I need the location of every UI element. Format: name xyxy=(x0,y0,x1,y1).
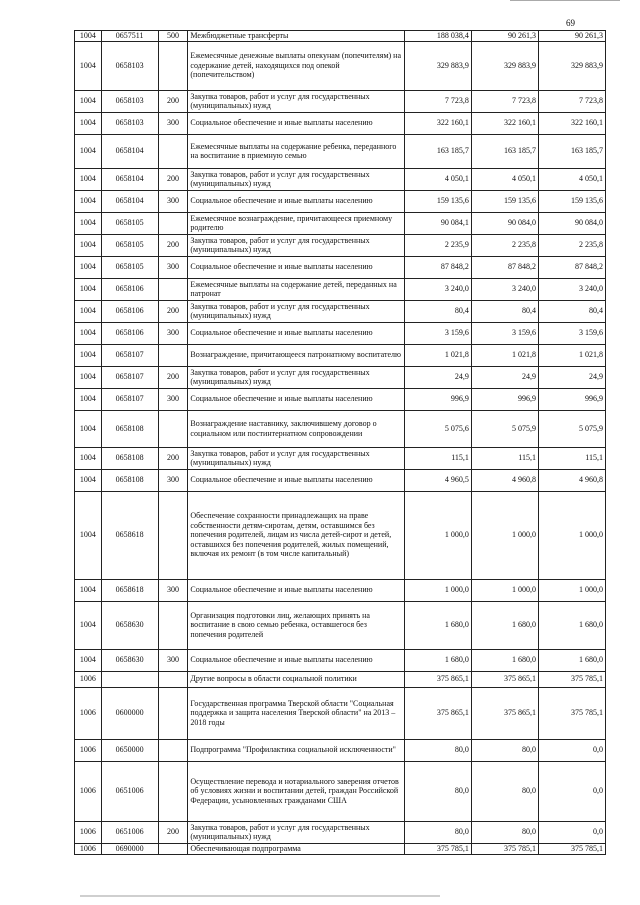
cell-name: Социальное обеспечение и иные выплаты населению xyxy=(188,469,405,491)
cell-name: Ежемесячные денежные выплаты опекунам (попечителям) на содержание детей, находящихся под опекой (попечительством) xyxy=(188,41,405,90)
cell-amount-year3: 87 848,2 xyxy=(538,256,605,278)
cell-article: 0658104 xyxy=(101,134,158,168)
cell-expense-type: 300 xyxy=(158,649,188,671)
cell-expense-type xyxy=(158,344,188,366)
cell-amount-year3: 1 680,0 xyxy=(538,649,605,671)
cell-amount-year3: 5 075,9 xyxy=(538,410,605,447)
cell-amount-year3: 1 000,0 xyxy=(538,579,605,601)
cell-amount-year1: 1 000,0 xyxy=(404,579,471,601)
cell-expense-type: 200 xyxy=(158,447,188,469)
cell-section: 1004 xyxy=(75,212,102,234)
cell-article: 0651006 xyxy=(101,821,158,843)
cell-name: Социальное обеспечение и иные выплаты населению xyxy=(188,190,405,212)
cell-section: 1004 xyxy=(75,322,102,344)
cell-article: 0658105 xyxy=(101,212,158,234)
cell-article: 0650000 xyxy=(101,739,158,761)
cell-amount-year1: 375 865,1 xyxy=(404,671,471,687)
cell-amount-year2: 3 240,0 xyxy=(471,278,538,300)
cell-name: Другие вопросы в области социальной политики xyxy=(188,671,405,687)
cell-expense-type: 300 xyxy=(158,388,188,410)
cell-amount-year2: 4 050,1 xyxy=(471,168,538,190)
cell-section: 1004 xyxy=(75,579,102,601)
cell-expense-type xyxy=(158,41,188,90)
table-row xyxy=(75,687,606,739)
cell-section: 1006 xyxy=(75,687,102,739)
cell-amount-year2: 1 021,8 xyxy=(471,344,538,366)
cell-amount-year3: 1 021,8 xyxy=(538,344,605,366)
table-row xyxy=(75,447,606,469)
page-number: 69 xyxy=(566,18,575,28)
table-row xyxy=(75,491,606,579)
cell-article: 0658618 xyxy=(101,491,158,579)
cell-section: 1004 xyxy=(75,256,102,278)
cell-article: 0651006 xyxy=(101,761,158,821)
cell-amount-year2: 1 680,0 xyxy=(471,649,538,671)
cell-amount-year1: 188 038,4 xyxy=(404,31,471,42)
cell-section: 1004 xyxy=(75,601,102,649)
cell-amount-year3: 2 235,8 xyxy=(538,234,605,256)
cell-amount-year2: 4 960,8 xyxy=(471,469,538,491)
footer-path-smudge xyxy=(80,894,440,898)
table-row xyxy=(75,410,606,447)
cell-amount-year1: 1 000,0 xyxy=(404,491,471,579)
cell-expense-type xyxy=(158,278,188,300)
cell-amount-year1: 375 785,1 xyxy=(404,843,471,854)
cell-expense-type xyxy=(158,212,188,234)
cell-name: Закупка товаров, работ и услуг для государственных (муниципальных) нужд xyxy=(188,821,405,843)
cell-amount-year2: 80,0 xyxy=(471,739,538,761)
cell-expense-type: 300 xyxy=(158,112,188,134)
cell-name: Ежемесячные выплаты на содержание детей, переданных на патронат xyxy=(188,278,405,300)
cell-amount-year3: 159 135,6 xyxy=(538,190,605,212)
cell-amount-year2: 375 865,1 xyxy=(471,687,538,739)
cell-amount-year2: 996,9 xyxy=(471,388,538,410)
table-row xyxy=(75,168,606,190)
cell-amount-year2: 24,9 xyxy=(471,366,538,388)
cell-name: Социальное обеспечение и иные выплаты населению xyxy=(188,112,405,134)
cell-article: 0658104 xyxy=(101,168,158,190)
cell-section: 1004 xyxy=(75,190,102,212)
cell-section: 1004 xyxy=(75,491,102,579)
cell-amount-year1: 4 050,1 xyxy=(404,168,471,190)
cell-name: Государственная программа Тверской области "Социальная поддержка и защита населения Тверской области" на 2013 – 2018 годы xyxy=(188,687,405,739)
cell-name: Обеспечение сохранности принадлежащих на праве собственности детям-сиротам, детям, оставшимся без попечения родителей, лицам из числа детей-сирот и детей, оставшихся без попечения родителей, жилых помещений, включая их ремонт (в том числе капитальный) xyxy=(188,491,405,579)
cell-section: 1004 xyxy=(75,112,102,134)
table-row xyxy=(75,821,606,843)
cell-amount-year1: 24,9 xyxy=(404,366,471,388)
table-row xyxy=(75,649,606,671)
table-row xyxy=(75,579,606,601)
cell-amount-year3: 375 785,1 xyxy=(538,843,605,854)
cell-section: 1004 xyxy=(75,447,102,469)
cell-amount-year2: 80,4 xyxy=(471,300,538,322)
cell-amount-year2: 329 883,9 xyxy=(471,41,538,90)
cell-amount-year1: 1 021,8 xyxy=(404,344,471,366)
cell-amount-year2: 5 075,9 xyxy=(471,410,538,447)
cell-name: Организация подготовки лиц, желающих принять на воспитание в свою семью ребенка, оставшегося без попечения родителей xyxy=(188,601,405,649)
cell-article: 0658108 xyxy=(101,410,158,447)
cell-expense-type: 300 xyxy=(158,190,188,212)
cell-section: 1006 xyxy=(75,761,102,821)
cell-amount-year3: 80,4 xyxy=(538,300,605,322)
cell-article: 0658107 xyxy=(101,344,158,366)
cell-expense-type xyxy=(158,601,188,649)
table-row xyxy=(75,344,606,366)
cell-amount-year3: 322 160,1 xyxy=(538,112,605,134)
cell-amount-year2: 159 135,6 xyxy=(471,190,538,212)
cell-amount-year3: 7 723,8 xyxy=(538,90,605,112)
cell-amount-year2: 7 723,8 xyxy=(471,90,538,112)
cell-article: 0658103 xyxy=(101,90,158,112)
cell-amount-year2: 115,1 xyxy=(471,447,538,469)
cell-amount-year2: 80,0 xyxy=(471,821,538,843)
cell-article: 0658630 xyxy=(101,649,158,671)
cell-article: 0658105 xyxy=(101,234,158,256)
cell-section: 1004 xyxy=(75,344,102,366)
footer-file-path xyxy=(80,894,440,900)
table-row xyxy=(75,190,606,212)
cell-name: Закупка товаров, работ и услуг для государственных (муниципальных) нужд xyxy=(188,90,405,112)
cell-name: Социальное обеспечение и иные выплаты населению xyxy=(188,388,405,410)
cell-amount-year2: 163 185,7 xyxy=(471,134,538,168)
cell-section: 1004 xyxy=(75,41,102,90)
cell-amount-year3: 115,1 xyxy=(538,447,605,469)
cell-expense-type: 500 xyxy=(158,31,188,42)
cell-expense-type: 200 xyxy=(158,234,188,256)
budget-table-body xyxy=(75,31,606,855)
cell-amount-year2: 80,0 xyxy=(471,761,538,821)
cell-amount-year3: 375 785,1 xyxy=(538,671,605,687)
cell-amount-year1: 87 848,2 xyxy=(404,256,471,278)
table-row xyxy=(75,469,606,491)
cell-amount-year1: 80,0 xyxy=(404,761,471,821)
table-row xyxy=(75,388,606,410)
cell-name: Социальное обеспечение и иные выплаты населению xyxy=(188,322,405,344)
cell-expense-type xyxy=(158,687,188,739)
cell-amount-year1: 115,1 xyxy=(404,447,471,469)
cell-expense-type: 200 xyxy=(158,821,188,843)
cell-name: Вознаграждение наставнику, заключившему договор о социальном или постинтернатном сопровождении xyxy=(188,410,405,447)
table-row xyxy=(75,212,606,234)
cell-amount-year1: 80,4 xyxy=(404,300,471,322)
table-row xyxy=(75,739,606,761)
cell-expense-type: 200 xyxy=(158,90,188,112)
cell-article: 0658104 xyxy=(101,190,158,212)
cell-amount-year1: 80,0 xyxy=(404,739,471,761)
cell-amount-year1: 1 680,0 xyxy=(404,601,471,649)
cell-amount-year3: 3 159,6 xyxy=(538,322,605,344)
cell-section: 1004 xyxy=(75,234,102,256)
cell-name: Осуществление перевода и нотариального заверения отчетов об условиях жизни и воспитании детей, граждан Российской Федерации, усыновленных гражданами США xyxy=(188,761,405,821)
cell-amount-year1: 2 235,9 xyxy=(404,234,471,256)
cell-amount-year1: 1 680,0 xyxy=(404,649,471,671)
cell-amount-year1: 4 960,5 xyxy=(404,469,471,491)
table-row xyxy=(75,31,606,42)
cell-section: 1004 xyxy=(75,388,102,410)
scan-top-edge-line xyxy=(510,0,620,3)
cell-amount-year2: 1 000,0 xyxy=(471,491,538,579)
cell-section: 1004 xyxy=(75,134,102,168)
cell-amount-year3: 0,0 xyxy=(538,761,605,821)
cell-name: Закупка товаров, работ и услуг для государственных (муниципальных) нужд xyxy=(188,234,405,256)
cell-amount-year3: 996,9 xyxy=(538,388,605,410)
cell-amount-year3: 0,0 xyxy=(538,739,605,761)
cell-amount-year2: 1 000,0 xyxy=(471,579,538,601)
table-row xyxy=(75,134,606,168)
cell-amount-year1: 80,0 xyxy=(404,821,471,843)
cell-amount-year3: 24,9 xyxy=(538,366,605,388)
cell-expense-type xyxy=(158,134,188,168)
table-row xyxy=(75,322,606,344)
table-row xyxy=(75,278,606,300)
table-row xyxy=(75,671,606,687)
cell-article: 0658103 xyxy=(101,112,158,134)
cell-amount-year2: 375 865,1 xyxy=(471,671,538,687)
table-row xyxy=(75,256,606,278)
cell-amount-year1: 90 084,1 xyxy=(404,212,471,234)
cell-section: 1004 xyxy=(75,90,102,112)
cell-amount-year1: 3 159,6 xyxy=(404,322,471,344)
table-row xyxy=(75,112,606,134)
table-row xyxy=(75,41,606,90)
cell-name: Ежемесячное вознаграждение, причитающееся приемному родителю xyxy=(188,212,405,234)
cell-section: 1006 xyxy=(75,821,102,843)
cell-name: Закупка товаров, работ и услуг для государственных (муниципальных) нужд xyxy=(188,366,405,388)
cell-expense-type: 200 xyxy=(158,300,188,322)
cell-amount-year2: 322 160,1 xyxy=(471,112,538,134)
cell-amount-year1: 329 883,9 xyxy=(404,41,471,90)
cell-name: Социальное обеспечение и иные выплаты населению xyxy=(188,649,405,671)
table-row xyxy=(75,234,606,256)
cell-amount-year2: 2 235,8 xyxy=(471,234,538,256)
cell-article: 0658106 xyxy=(101,322,158,344)
table-row xyxy=(75,366,606,388)
cell-amount-year1: 322 160,1 xyxy=(404,112,471,134)
cell-amount-year1: 7 723,8 xyxy=(404,90,471,112)
cell-section: 1004 xyxy=(75,366,102,388)
budget-table xyxy=(74,30,606,855)
cell-amount-year3: 4 960,8 xyxy=(538,469,605,491)
cell-name: Ежемесячные выплаты на содержание ребенка, переданного на воспитание в приемную семью xyxy=(188,134,405,168)
cell-name: Межбюджетные трансферты xyxy=(188,31,405,42)
cell-expense-type xyxy=(158,761,188,821)
cell-expense-type xyxy=(158,671,188,687)
cell-article: 0658107 xyxy=(101,366,158,388)
table-row xyxy=(75,761,606,821)
cell-expense-type: 300 xyxy=(158,256,188,278)
cell-expense-type xyxy=(158,843,188,854)
cell-section: 1004 xyxy=(75,649,102,671)
cell-amount-year1: 3 240,0 xyxy=(404,278,471,300)
cell-amount-year3: 90 261,3 xyxy=(538,31,605,42)
cell-amount-year2: 87 848,2 xyxy=(471,256,538,278)
cell-amount-year2: 3 159,6 xyxy=(471,322,538,344)
cell-amount-year2: 1 680,0 xyxy=(471,601,538,649)
cell-article xyxy=(101,671,158,687)
cell-amount-year3: 1 000,0 xyxy=(538,491,605,579)
cell-amount-year1: 163 185,7 xyxy=(404,134,471,168)
table-row xyxy=(75,90,606,112)
cell-article: 0600000 xyxy=(101,687,158,739)
cell-expense-type xyxy=(158,410,188,447)
cell-article: 0658105 xyxy=(101,256,158,278)
cell-name: Обеспечивающая подпрограмма xyxy=(188,843,405,854)
table-row xyxy=(75,300,606,322)
table-row xyxy=(75,601,606,649)
cell-article: 0658106 xyxy=(101,300,158,322)
cell-amount-year1: 159 135,6 xyxy=(404,190,471,212)
cell-name: Вознаграждение, причитающееся патронатному воспитателю xyxy=(188,344,405,366)
cell-article: 0658107 xyxy=(101,388,158,410)
cell-expense-type: 300 xyxy=(158,469,188,491)
cell-expense-type xyxy=(158,739,188,761)
cell-section: 1006 xyxy=(75,843,102,854)
cell-amount-year3: 0,0 xyxy=(538,821,605,843)
cell-expense-type: 200 xyxy=(158,366,188,388)
cell-name: Социальное обеспечение и иные выплаты населению xyxy=(188,579,405,601)
cell-expense-type: 200 xyxy=(158,168,188,190)
cell-amount-year1: 5 075,6 xyxy=(404,410,471,447)
cell-section: 1004 xyxy=(75,300,102,322)
cell-name: Подпрограмма "Профилактика социальной исключенности" xyxy=(188,739,405,761)
cell-article: 0658108 xyxy=(101,447,158,469)
cell-name: Закупка товаров, работ и услуг для государственных (муниципальных) нужд xyxy=(188,447,405,469)
cell-amount-year3: 329 883,9 xyxy=(538,41,605,90)
cell-expense-type: 300 xyxy=(158,579,188,601)
cell-name: Социальное обеспечение и иные выплаты населению xyxy=(188,256,405,278)
cell-article: 0658618 xyxy=(101,579,158,601)
cell-article: 0658106 xyxy=(101,278,158,300)
cell-amount-year3: 3 240,0 xyxy=(538,278,605,300)
cell-article: 0657511 xyxy=(101,31,158,42)
cell-article: 0658103 xyxy=(101,41,158,90)
cell-section: 1006 xyxy=(75,739,102,761)
cell-article: 0658108 xyxy=(101,469,158,491)
cell-amount-year2: 375 785,1 xyxy=(471,843,538,854)
cell-name: Закупка товаров, работ и услуг для государственных (муниципальных) нужд xyxy=(188,300,405,322)
cell-amount-year3: 4 050,1 xyxy=(538,168,605,190)
cell-article: 0690000 xyxy=(101,843,158,854)
cell-expense-type xyxy=(158,491,188,579)
cell-amount-year3: 90 084,0 xyxy=(538,212,605,234)
cell-amount-year3: 375 785,1 xyxy=(538,687,605,739)
cell-amount-year2: 90 261,3 xyxy=(471,31,538,42)
cell-section: 1004 xyxy=(75,278,102,300)
cell-amount-year2: 90 084,0 xyxy=(471,212,538,234)
cell-name: Закупка товаров, работ и услуг для государственных (муниципальных) нужд xyxy=(188,168,405,190)
cell-section: 1004 xyxy=(75,168,102,190)
cell-section: 1004 xyxy=(75,469,102,491)
cell-section: 1004 xyxy=(75,410,102,447)
cell-section: 1006 xyxy=(75,671,102,687)
cell-amount-year3: 163 185,7 xyxy=(538,134,605,168)
cell-article: 0658630 xyxy=(101,601,158,649)
cell-section: 1004 xyxy=(75,31,102,42)
table-row xyxy=(75,843,606,854)
cell-amount-year1: 375 865,1 xyxy=(404,687,471,739)
cell-amount-year1: 996,9 xyxy=(404,388,471,410)
cell-amount-year3: 1 680,0 xyxy=(538,601,605,649)
cell-expense-type: 300 xyxy=(158,322,188,344)
